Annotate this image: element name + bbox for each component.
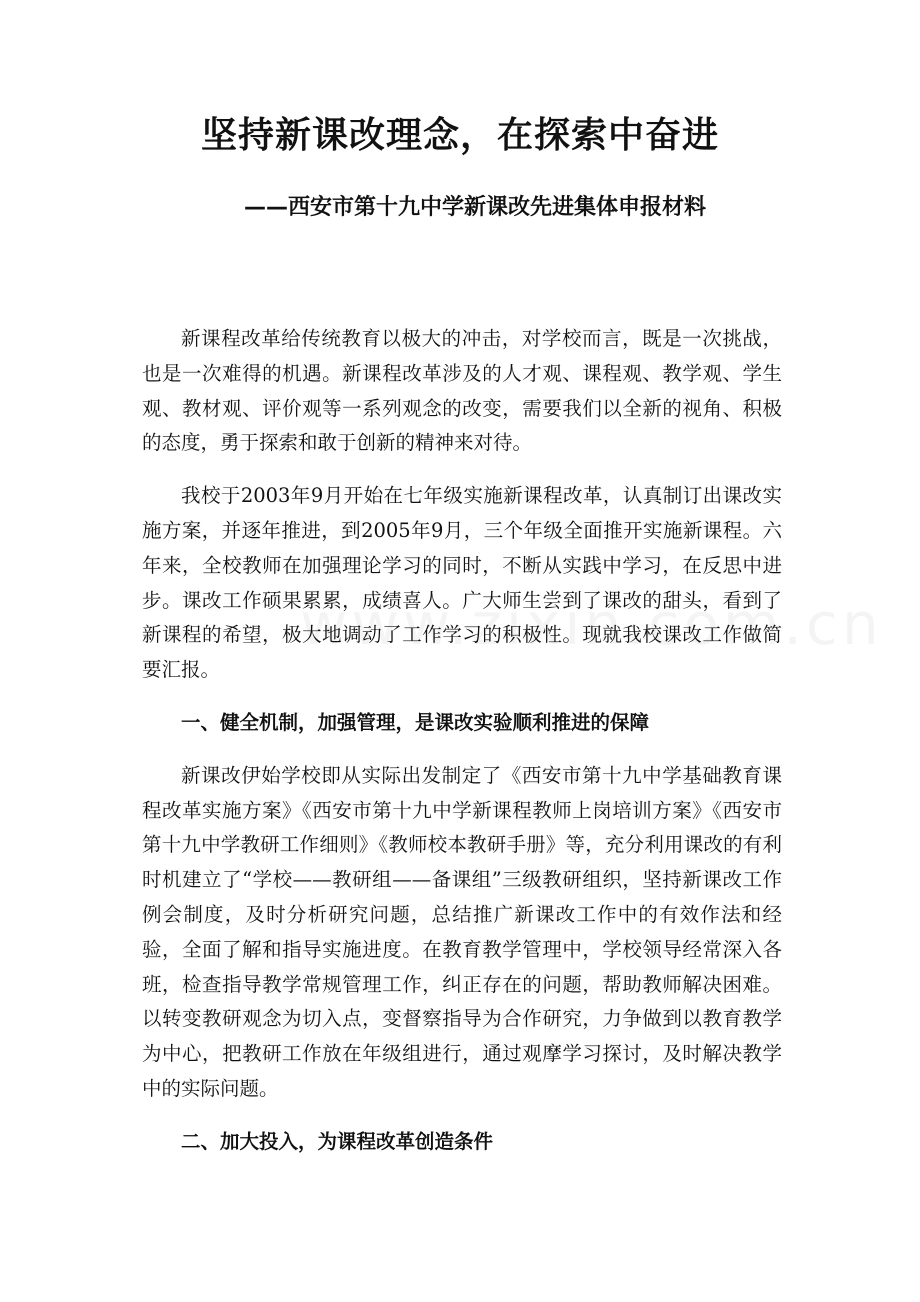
- section-2-heading: 二、加大投入，为课程改革创造条件: [181, 1129, 494, 1153]
- intro-paragraph-2: 我校于2003年9月开始在七年级实施新课程改革，认真制订出课改实施方案，并逐年推进，到2005年9月，三个年级全面推开实施新课程。六年来，全校教师在加强理论学习的同时，不断从实践中学习，在反思中进步。课改工作硕果累累，成绩喜人。广大师生尝到了课改的甜头，看到了新课程的希望，极大地调动了工作学习的积极性。现就我校课改工作做简要汇报。: [142, 484, 782, 682]
- document-subtitle: ——西安市第十九中学新课改先进集体申报材料: [243, 195, 706, 220]
- section-1-heading: 一、健全机制，加强管理，是课改实验顺利推进的保障: [181, 710, 650, 734]
- intro-paragraph-1: 新课程改革给传统教育以极大的冲击，对学校而言，既是一次挑战，也是一次难得的机遇。新课程改革涉及的人才观、课程观、教学观、学生观、教材观、评价观等一系列观念的改变，需要我们以全新的视角、积极的态度，勇于探索和敢于创新的精神来对待。: [142, 327, 782, 455]
- section-1-paragraph: 新课改伊始学校即从实际出发制定了《西安市第十九中学基础教育课程改革实施方案》《西安市第十九中学新课程教师上岗培训方案》《西安市第十九中学教研工作细则》《教师校本教研手册》等，充分利用课改的有利时机建立了“学校——教研组——备课组”三级教研组织，坚持新课改工作例会制度，及时分析研究问题，总结推广新课改工作中的有效作法和经验，全面了解和指导实施进度。在教育教学管理中，学校领导经常深入各班，检查指导教学常规管理工作，纠正存在的问题，帮助教师解决困难。以转变教研观念为切入点，变督察指导为合作研究，力争做到以教育教学为中心，把教研工作放在年级组进行，通过观摩学习探讨，及时解决教学中的实际问题。: [142, 763, 782, 1100]
- document-title: 坚持新课改理念，在探索中奋进: [200, 115, 719, 156]
- document-body: [142, 322, 782, 1160]
